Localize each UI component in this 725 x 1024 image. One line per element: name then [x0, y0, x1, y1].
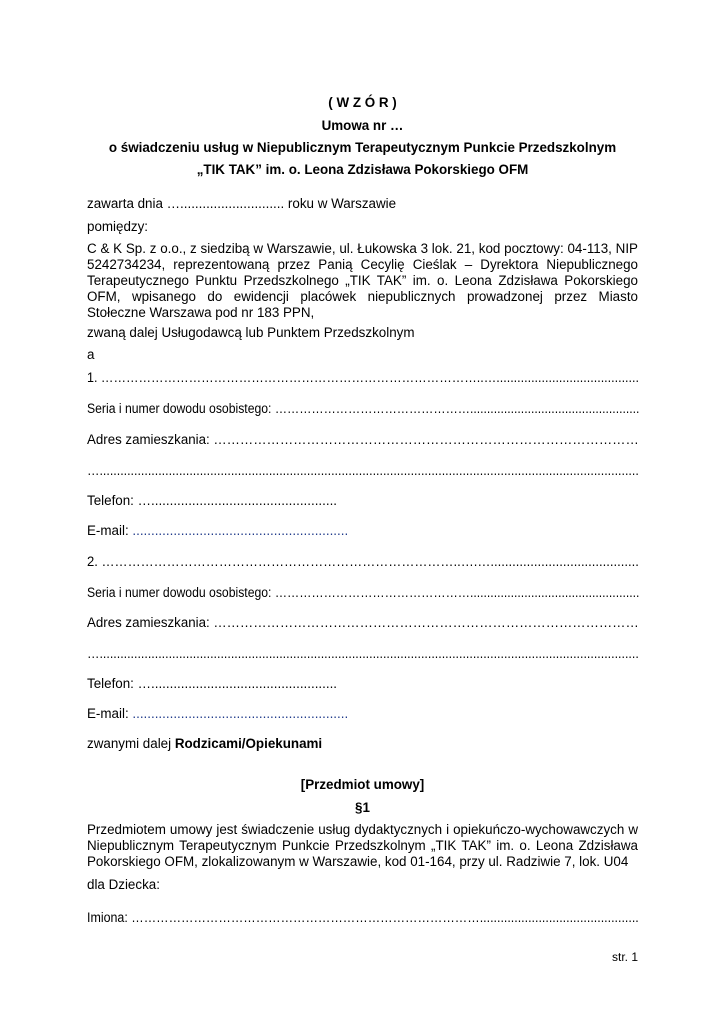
parent1-email-line [87, 523, 348, 538]
parent1-name-line: 1. ………………………………………………………………………………..…......................................... [87, 370, 639, 385]
parent2-id-line: Seria i numer dowodu osobistego: ………………………………………….................................................. [87, 585, 640, 600]
parent1-id-line: Seria i numer dowodu osobistego: ………………………………………….................................................. [87, 401, 640, 416]
email-dots: .......................................................... [132, 523, 349, 538]
contract-number: Umowa nr … [321, 118, 404, 133]
parent1-address-continuation: …............................................................................................................................................................ [87, 463, 639, 478]
email-label: E-mail: [87, 523, 133, 538]
parent1-address-line: Adres zamieszkania: …………………………………………………………………………………… [87, 432, 639, 447]
parent2-address-continuation: …............................................................................................................................................................ [87, 646, 639, 661]
service-provider-paragraph: C & K Sp. z o.o., z siedzibą w Warszawie, ul. Łukowska 3 lok. 21, kod pocztowy: 04-113, NIP 5242734234, reprezentowaną przez Panią Cecylię Cieślak – Dyrektora Niepublicznego Terapeutycznego Punktu Przedszkolnego „TIK TAK” im. o. Leona Zdzisława Pokorskiego OFM, wpisanego do ewidencji placówek niepublicznych prowadzonej przez Miasto Stołeczne Warszawa pod nr 183 PPN, [87, 241, 638, 320]
service-provider-definition: zwaną dalej Usługodawcą lub Punktem Przedszkolnym [87, 325, 415, 340]
parent2-email-line [87, 706, 348, 721]
child-label: dla Dziecka: [87, 877, 160, 892]
between-label: pomiędzy: [87, 219, 149, 234]
contract-title-line1: o świadczeniu usług w Niepublicznym Terapeutycznym Punkcie Przedszkolnym [108, 140, 617, 155]
parents-definition-term: Rodzicami/Opiekunami [174, 736, 323, 751]
paragraph-sign: §1 [355, 800, 370, 815]
parent2-name-line: 2. ………………………………………………………………………..….…......................................... [87, 554, 639, 569]
parent2-phone-line: Telefon: ….................................................. [87, 676, 338, 691]
email-label: E-mail: [87, 706, 133, 721]
parents-definition-prefix: zwanymi dalej [87, 736, 175, 751]
parents-definition [87, 736, 322, 751]
contract-date-line: zawarta dnia …............................ roku w Warszawie [87, 196, 397, 211]
page-number: str. 1 [611, 950, 638, 964]
document-label: ( W Z Ó R ) [328, 95, 397, 110]
child-names-line: Imiona: ………………………………………………………………………….............................................. [87, 910, 639, 925]
section-heading: [Przedmiot umowy] [300, 777, 425, 792]
email-dots: .......................................................... [132, 706, 349, 721]
subject-paragraph: Przedmiotem umowy jest świadczenie usług dydaktycznych i opiekuńczo-wychowawczych w Niepublicznym Terapeutycznym Punkcie Przedszkolnym „TIK TAK” im. o. Leona Zdzisława Pokorskiego OFM, zlokalizowanym w Warszawie, kod 01-164, przy ul. Radziwie 7, lok. U04 [87, 822, 638, 869]
parent1-phone-line: Telefon: ….................................................. [87, 493, 338, 508]
parent2-address-line: Adres zamieszkania: …………………………………………………………………………………… [87, 615, 639, 630]
and-label: a [87, 347, 95, 362]
contract-title-line2: „TIK TAK” im. o. Leona Zdzisława Pokorskiego OFM [196, 162, 529, 177]
